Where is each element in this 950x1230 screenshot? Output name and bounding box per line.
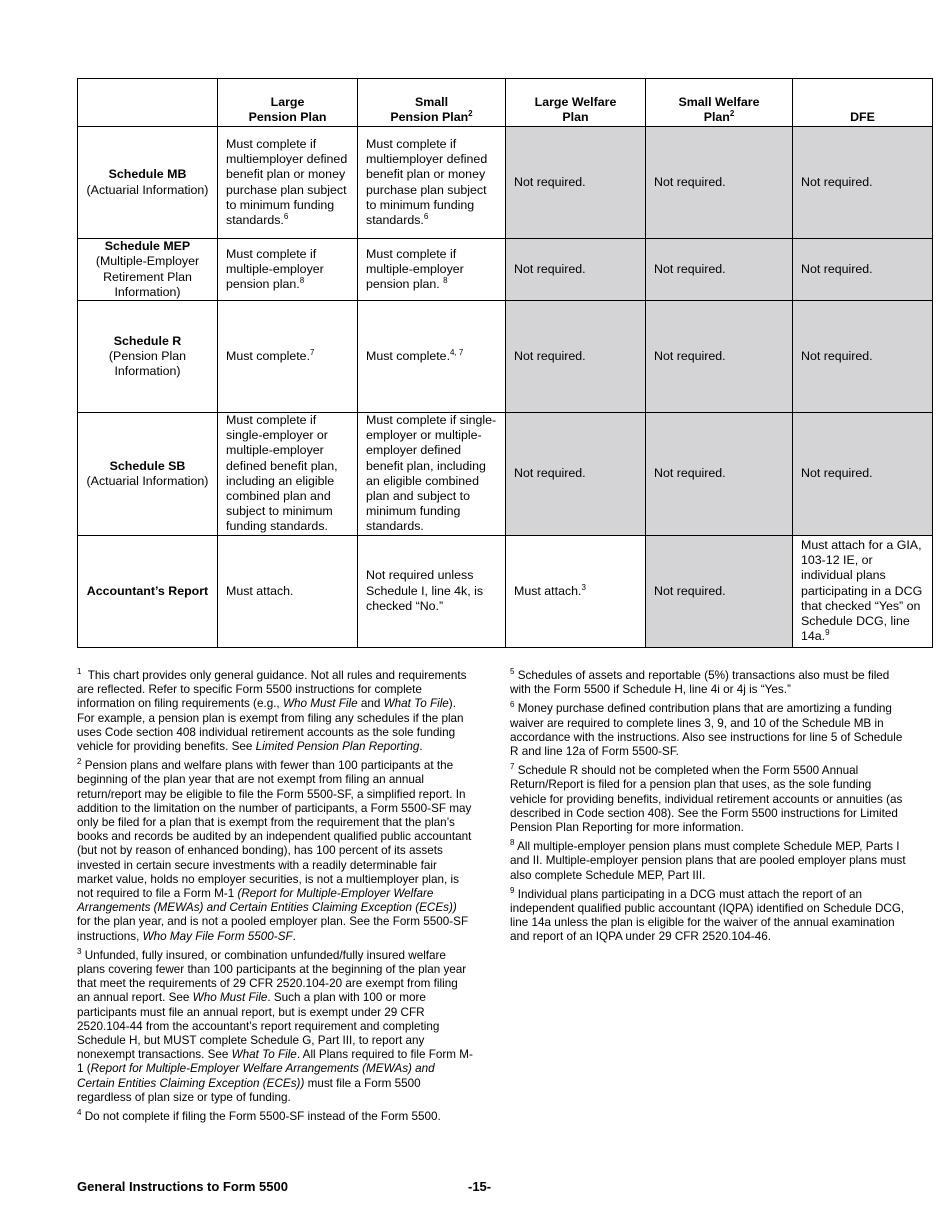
table-cell: Not required.: [793, 239, 933, 301]
footnote-1: $^1$ This chart provides only general guidance. Not all rules and requirements are reflected. Refer to specific Form 5500 instructions for complete information on filing requirements (e.g., Who Must File and What To File). For example, a pension plan is exempt from filing any schedules if the plan uses Code section 408 individual retirement accounts as the sole funding vehicle for providing benefits. See Limited Pension Plan Reporting.: [77, 667, 467, 754]
row-label: Schedule R (Pension Plan Information): [78, 301, 218, 413]
row-label: Schedule SB (Actuarial Information): [78, 413, 218, 536]
header-large-pension: Large Pension Plan: [218, 79, 358, 127]
header-large-welfare: Large Welfare Plan: [506, 79, 646, 127]
footnote-5: $^5$ Schedules of assets and reportable (5%) transactions also must be filed with the Form 5500 if Schedule H, line 4i or 4j is “Yes.”: [510, 667, 890, 697]
table-cell: Not required.: [506, 127, 646, 239]
table-cell: Must complete.$^{4, 7}$: [358, 301, 506, 413]
header-row: [78, 79, 933, 127]
table-cell: Must complete.$^7$: [218, 301, 358, 413]
table-cell: Not required.: [793, 301, 933, 413]
table-row: [78, 535, 933, 647]
footnote-8: $^8$ All multiple-employer pension plans must complete Schedule MEP, Parts I and II. Multiple-employer pension plans that are pooled employer plans must also complete Schedule MEP, Part III.: [510, 838, 906, 882]
table-cell: Not required.: [646, 535, 793, 647]
footnote-7: $^7$ Schedule R should not be completed when the Form 5500 Annual Return/Report is filed for a pension plan that uses, as the sole funding vehicle for providing benefits, individual retirement accounts or annuities (as described in Code section 408). See the Form 5500 instructions for Limited Pension Plan Reporting for more information.: [510, 762, 903, 835]
header-small-welfare: Small Welfare Plan$^2$: [646, 79, 793, 127]
table-cell: Not required.: [793, 413, 933, 536]
footnote-3: $^3$ Unfunded, fully insured, or combination unfunded/fully insured welfare plans covering fewer than 100 participants at the beginning of the plan year that meet the requirements of 29 CFR 2520.104-20 are exempt from filing an annual report. See Who Must File. Such a plan with 100 or more participants must file an annual report, but is exempt under 29 CFR 2520.104-44 from the accountant’s report requirement and completing Schedule H, but MUST complete Schedule G, Part III, to report any nonexempt transactions. See What To File. All Plans required to file Form M-1 (Report for Multiple-Employer Welfare Arrangements (MEWAs) and Certain Entities Claiming Exception (ECEs)) must file a Form 5500 regardless of plan size or type of funding.: [77, 946, 473, 1104]
table-cell: Must attach.$^3$: [506, 535, 646, 647]
table-cell: Must attach for a GIA, 103-12 IE, or individual plans participating in a DCG that checked “Yes” on Schedule DCG, line 14a.$^9$: [793, 535, 933, 647]
table-cell: Not required.: [646, 301, 793, 413]
footnote-6: $^6$ Money purchase defined contribution plans that are amortizing a funding waiver are required to complete lines 3, 9, and 10 of the Schedule MB in accordance with the instructions. Also see instructions for line 5 of Schedule R and line 12a of Form 5500-SF.: [510, 700, 903, 759]
table-cell: Must complete if multiple-employer pension plan. $^8$: [358, 239, 506, 301]
footnote-2: $^2$ Pension plans and welfare plans with fewer than 100 participants at the beginning of the plan year that are not exempt from filing an annual return/report may be eligible to file the Form 5500-SF, a simplified report. In addition to the limitation on the number of participants, a Form 5500-SF may only be filed for a plan that is exempt from the requirement that the plan’s books and records be audited by an independent qualified public accountant (but not by reason of enhanced bonding), has 100 percent of its assets invested in certain secure investments with a readily determinable fair market value, holds no employer securities, is not a multiemployer plan, is not required to file a Form M-1 (Report for Multiple-Employer Welfare Arrangements (MEWAs) and Certain Entities Claiming Exception (ECEs)) for the plan year, and is not a pooled employer plan. See the Form 5500-SF instructions, Who May File Form 5500-SF.: [77, 757, 472, 943]
table-row: [78, 127, 933, 239]
table-cell: Must complete if multiple-employer pension plan.$^8$: [218, 239, 358, 301]
row-label: Schedule MEP (Multiple-Employer Retirement Plan Information): [78, 239, 218, 301]
table-cell: Must complete if single-employer or multiple-employer defined benefit plan, including an eligible combined plan and subject to minimum funding standards.: [358, 413, 506, 536]
row-label: Accountant’s Report: [78, 535, 218, 647]
table-cell: Not required unless Schedule I, line 4k, is checked “No.”: [358, 535, 506, 647]
header-empty: [78, 79, 218, 127]
table-cell: Must complete if single-employer or multiple-employer defined benefit plan, including an eligible combined plan and subject to minimum funding standards.: [218, 413, 358, 536]
table-cell: Not required.: [506, 413, 646, 536]
header-small-pension: Small Pension Plan$^2$: [358, 79, 506, 127]
page-number: -15-: [468, 1179, 492, 1194]
table-row: [78, 239, 933, 301]
row-label: Schedule MB (Actuarial Information): [78, 127, 218, 239]
table-cell: Not required.: [646, 413, 793, 536]
table-row: [78, 301, 933, 413]
footnotes-left: [77, 669, 473, 1129]
footnotes-right: [510, 669, 910, 950]
table-cell: Must attach.: [218, 535, 358, 647]
table-cell: Must complete if multiemployer defined benefit plan or money purchase plan subject to minimum funding standards.$^6$: [358, 127, 506, 239]
header-dfe: DFE: [793, 79, 933, 127]
table-cell: Must complete if multiemployer defined benefit plan or money purchase plan subject to minimum funding standards.$^6$: [218, 127, 358, 239]
table-cell: Not required.: [646, 127, 793, 239]
table-row: [78, 413, 933, 536]
table-cell: Not required.: [646, 239, 793, 301]
table-cell: Not required.: [793, 127, 933, 239]
requirements-table: [77, 78, 933, 648]
footnote-9: $^9$ Individual plans participating in a DCG must attach the report of an independent qualified public accountant (IQPA) identified on Schedule DCG, line 14a unless the plan is eligible for the waiver of the annual examination and report of an IQPA under 29 CFR 2520.104-46.: [510, 885, 905, 944]
table-cell: Not required.: [506, 239, 646, 301]
footnote-4: $^4$ Do not complete if filing the Form 5500-SF instead of the Form 5500.: [77, 1108, 441, 1124]
footer-title: General Instructions to Form 5500: [77, 1179, 288, 1194]
table-cell: Not required.: [506, 301, 646, 413]
